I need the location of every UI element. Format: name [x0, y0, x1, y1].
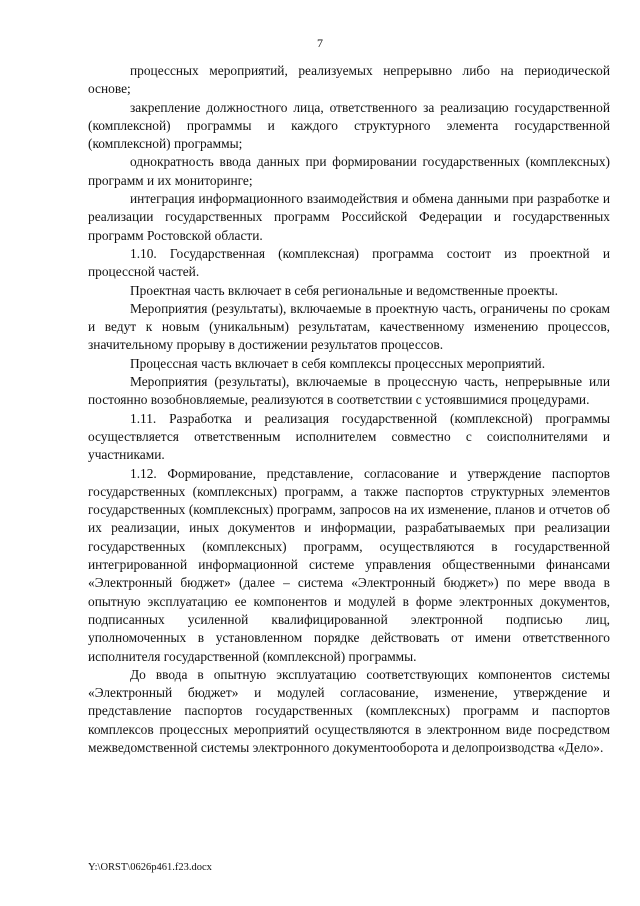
- paragraph: Мероприятия (результаты), включаемые в процессную часть, непрерывные или постоянно возобновляемые, реализуются в соответствии с устоявшимися процедурами.: [88, 374, 610, 408]
- file-path-footer: Y:\ORST\0626p461.f23.docx: [88, 862, 212, 873]
- paragraph: 1.11. Разработка и реализация государственной (комплексной) программы осуществляется ответственным исполнителем совместно с соисполнителями и участниками.: [88, 410, 610, 463]
- paragraph: интеграция информационного взаимодействия и обмена данными при разработке и реализации государственных программ Российской Федерации и государственных программ Ростовской области.: [88, 191, 610, 243]
- page-number: 7: [317, 36, 323, 50]
- paragraph: процессных мероприятий, реализуемых непрерывно либо на периодической основе;: [88, 63, 610, 97]
- paragraph: Процессная часть включает в себя комплексы процессных мероприятий.: [130, 355, 546, 371]
- paragraph: однократность ввода данных при формировании государственных (комплексных) программ и их мониторинге;: [88, 154, 610, 188]
- paragraph: 1.10. Государственная (комплексная) программа состоит из проектной и процессной частей.: [88, 245, 610, 280]
- paragraph: 1.12. Формирование, представление, согласование и утверждение паспортов государственных (комплексных) программ, а также паспортов структурных элементов государственных (комплексных) программ, запросов на их изменение, планов и отчетов об их реализации, иных документов и информации, разрабатываемых при реализации государственных (комплексных) программ, осуществляются в государственной интегрированной информационной системе управления общественными финансами «Электронный бюджет» (далее – система «Электронный бюджет») по мере ввода в опытную эксплуатацию ее компонентов и модулей в форме электронных документов, подписанных усиленной квалифицированной электронной подписью лиц, уполномоченных в установленном порядке действовать от имени ответственного исполнителя государственной (комплексной) программы.: [88, 465, 610, 664]
- document-body: [88, 62, 610, 757]
- paragraph: Проектная часть включает в себя региональные и ведомственные проекты.: [130, 282, 558, 298]
- paragraph: Мероприятия (результаты), включаемые в проектную часть, ограничены по срокам и ведут к новым (уникальным) результатам, качественному изменению процессов, значительному прорыву в достижении результатов процессов.: [88, 300, 610, 353]
- paragraph: До ввода в опытную эксплуатацию соответствующих компонентов системы «Электронный бюджет» и модулей согласование, изменение, утверждение и представление паспортов государственных (комплексных) программ и паспортов комплексов процессных мероприятий осуществляются в электронном виде посредством межведомственной системы электронного документооборота и делопроизводства «Дело».: [88, 666, 610, 755]
- paragraph: закрепление должностного лица, ответственного за реализацию государственной (комплексной) программы и каждого структурного элемента государственной (комплексной) программы;: [88, 99, 610, 152]
